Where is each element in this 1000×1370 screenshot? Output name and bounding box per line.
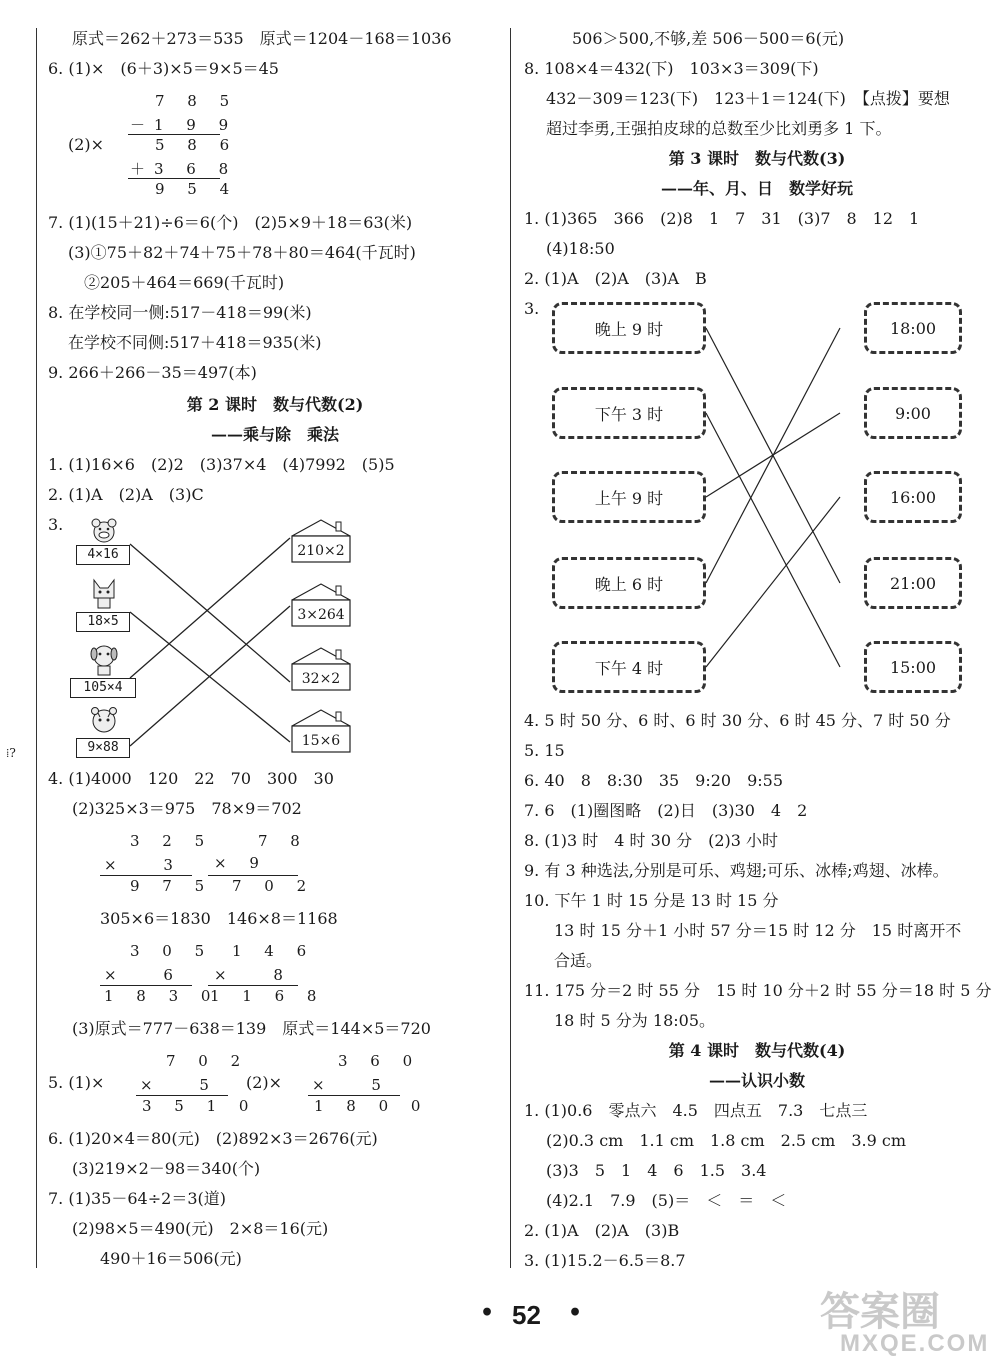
time-matching-lines: [700, 300, 870, 700]
vert-rule: [136, 1095, 228, 1096]
q8-line: 8. 在学校同一侧:517－418＝99(米): [48, 303, 312, 322]
q7-line: (3)①75＋82＋74＋75＋78＋80＝464(千瓦时): [68, 243, 416, 262]
vert-rule: [208, 985, 298, 986]
time-box-right: 16:00: [864, 471, 962, 523]
vert-digit-row: 3 6 0: [338, 1052, 422, 1070]
lesson-title: 第 4 课时 数与代数(4): [668, 1041, 846, 1060]
vert-rule: [128, 134, 220, 135]
answer-line: (4)2.1 7.9 (5)＝ ＜ ＝ ＜: [546, 1191, 787, 1210]
vert-digit-row: ＋3 6 8: [130, 160, 238, 178]
vert-digit-row: 3 0 5: [130, 942, 214, 960]
time-box-right: 18:00: [864, 302, 962, 354]
animal-label: 105×4: [70, 678, 136, 698]
answer-line: (3)原式＝777－638＝139 原式＝144×5＝720: [72, 1019, 431, 1038]
vert-rule: [100, 875, 192, 876]
answer-line: 7. 6 (1)圈图略 (2)日 (3)30 4 2: [524, 801, 808, 820]
vert-digit-row: 1 4 6: [232, 942, 316, 960]
house-label: 3×264: [297, 607, 345, 623]
animal-label: 18×5: [76, 612, 130, 632]
footer-dot-left: •: [480, 1300, 495, 1326]
column-divider: [510, 28, 511, 1268]
house-label: 32×2: [301, 671, 341, 687]
answer-line: (3)3 5 1 4 6 1.5 3.4: [546, 1161, 767, 1180]
vert-digit-row: × 5: [312, 1076, 390, 1094]
time-box-left: 晚上 6 时: [552, 557, 706, 609]
vert-digit-row: 3 2 5: [130, 832, 214, 850]
q5-part2: (2)×: [246, 1073, 283, 1092]
answer-line: 18 时 5 分为 18:05。: [554, 1011, 715, 1030]
tiger-icon: [88, 706, 120, 736]
answer-line: 6. (1)20×4＝80(元) (2)892×3＝2676(元): [48, 1129, 378, 1148]
answer-line: 合适。: [554, 951, 603, 970]
watermark-logo: 答案圈: [820, 1290, 940, 1334]
answer-line: 4. (1)4000 120 22 70 300 30: [48, 769, 334, 788]
answer-line: 305×6＝1830 146×8＝1168: [100, 909, 338, 928]
left-margin-rule: [36, 28, 37, 1268]
vert-digit-row: × 6: [104, 966, 182, 984]
answer-line: 490＋16＝506(元): [100, 1249, 242, 1268]
vert-digit-row: 1 8 0 0: [314, 1097, 430, 1115]
answer-line: (3)219×2－98＝340(个): [72, 1159, 261, 1178]
time-box-left: 下午 4 时: [552, 641, 706, 693]
dog-icon: [88, 642, 120, 676]
q8-line: 在学校不同侧:517＋418＝935(米): [68, 333, 322, 352]
answer-line: 506＞500,不够,差 506－500＝6(元): [572, 29, 845, 48]
watermark-url: MXQE.COM: [840, 1330, 990, 1357]
answer-line: 8. (1)3 时 4 时 30 分 (2)3 小时: [524, 831, 779, 850]
time-box-right: 15:00: [864, 641, 962, 693]
vert-rule: [100, 985, 192, 986]
answer-line: 3.: [524, 299, 540, 318]
answer-line: 11. 175 分＝2 时 55 分 15 时 10 分＋2 时 55 分＝18 时 5 分: [524, 981, 992, 1000]
time-box-left: 下午 3 时: [552, 387, 706, 439]
answer-line: 10. 下午 1 时 15 分是 13 时 15 分: [524, 891, 779, 910]
lesson-subtitle: ——年、月、日 数学好玩: [660, 179, 853, 198]
answer-line: 超过李勇,王强拍皮球的总数至少比刘勇多 1 下。: [546, 119, 892, 138]
answer-line: 7. (1)35－64÷2＝3(道): [48, 1189, 226, 1208]
answer-line: (2)98×5＝490(元) 2×8＝16(元): [72, 1219, 329, 1238]
animal-label: 4×16: [76, 545, 130, 565]
footer-dot-right: •: [568, 1300, 583, 1326]
time-box-left: 上午 9 时: [552, 471, 706, 523]
vert-digit-row: 1 8 3 0: [104, 987, 220, 1005]
lesson-subtitle: ——乘与除 乘法: [210, 425, 339, 444]
house-label: 210×2: [297, 543, 345, 559]
answer-line: 1. (1)16×6 (2)2 (3)37×4 (4)7992 (5)5: [48, 455, 395, 474]
answer-line: 3. (1)15.2－6.5＝8.7: [524, 1251, 686, 1270]
vert-digit-row: 7 8 5: [155, 92, 239, 110]
vert-digit-row: 7 0 2: [166, 1052, 250, 1070]
lesson-subtitle: ——认识小数: [708, 1071, 805, 1090]
q9-line: 9. 266＋266－35＝497(本): [48, 363, 257, 382]
vert-digit-row: × 5: [140, 1076, 218, 1094]
answer-line: (2)0.3 cm 1.1 cm 1.8 cm 2.5 cm 3.9 cm: [546, 1131, 906, 1150]
lesson-title: 第 2 课时 数与代数(2): [186, 395, 364, 414]
answer-line: 1. (1)0.6 零点六 4.5 四点五 7.3 七点三: [524, 1101, 868, 1120]
q6-part1: 6. (1)× (6＋3)×5＝9×5＝45: [48, 59, 279, 78]
answer-line: 3.: [48, 515, 64, 534]
vert-rule: [308, 1095, 400, 1096]
vert-digit-row: 1 1 6 8: [210, 987, 326, 1005]
answer-line: 2. (1)A (2)A (3)A B: [524, 269, 707, 288]
time-box-right: 21:00: [864, 557, 962, 609]
q5-part1: 5. (1)×: [48, 1073, 105, 1092]
line: 原式＝262＋273＝535 原式＝1204－168＝1036: [72, 29, 452, 48]
answer-line: 2. (1)A (2)A (3)B: [524, 1221, 680, 1240]
vert-digit-row: 3 5 1 0: [142, 1097, 258, 1115]
vert-digit-row: × 9: [214, 854, 268, 872]
vert-digit-row: －1 9 9: [130, 116, 238, 134]
lesson-title: 第 3 课时 数与代数(3): [668, 149, 846, 168]
q7-line: ②205＋464＝669(千瓦时): [84, 273, 285, 292]
answer-line: (4)18:50: [546, 239, 615, 258]
time-box-right: 9:00: [864, 387, 962, 439]
answer-line: 6. 40 8 8:30 35 9:20 9:55: [524, 771, 784, 790]
answer-line: 432－309＝123(下) 123＋1＝124(下) 【点拨】要想: [546, 89, 950, 108]
cat-icon: [88, 576, 120, 610]
page-number: 52: [512, 1300, 541, 1330]
answer-line: 5. 15: [524, 741, 565, 760]
vert-digit-row: 7 8: [258, 832, 309, 850]
vert-digit-row: × 8: [214, 966, 292, 984]
vert-digit-row: 5 8 6: [155, 136, 239, 154]
vert-rule: [208, 875, 298, 876]
animal-label: 9×88: [76, 738, 130, 758]
vert-digit-row: 9 5 4: [155, 180, 239, 198]
answer-line: 1. (1)365 366 (2)8 1 7 31 (3)7 8 12 1: [524, 209, 920, 228]
margin-mark: ⁞?: [6, 746, 16, 760]
vert-digit-row: 9 7 5: [130, 877, 214, 895]
vert-digit-row: × 3: [104, 856, 182, 874]
answer-line: 4. 5 时 50 分、6 时、6 时 30 分、6 时 45 分、7 时 50 分: [524, 711, 951, 730]
answer-line: 2. (1)A (2)A (3)C: [48, 485, 204, 504]
house-label: 15×6: [301, 733, 341, 749]
time-box-left: 晚上 9 时: [552, 302, 706, 354]
vert-digit-row: 7 0 2: [232, 877, 316, 895]
answer-line: (2)325×3＝975 78×9＝702: [72, 799, 302, 818]
vert-rule: [128, 178, 220, 179]
answer-line: 13 时 15 分＋1 小时 57 分＝15 时 12 分 15 时离开不: [554, 921, 962, 940]
answer-line: 8. 108×4＝432(下) 103×3＝309(下): [524, 59, 819, 78]
q7-line: 7. (1)(15＋21)÷6＝6(个) (2)5×9＋18＝63(米): [48, 213, 413, 232]
q6-part2: (2)×: [68, 135, 105, 154]
answer-line: 9. 有 3 种选法,分别是可乐、鸡翅;可乐、冰棒;鸡翅、冰棒。: [524, 861, 949, 880]
pig-icon: [88, 518, 120, 544]
